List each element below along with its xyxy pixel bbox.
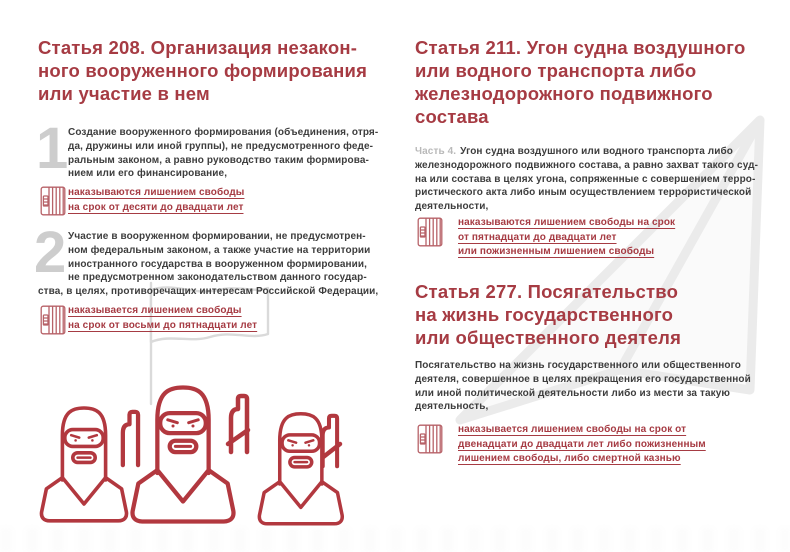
body-line: Участие в вооруженном формировании, не предусмотрен- bbox=[68, 231, 366, 242]
title-line: Статья 208. Организация незакон- bbox=[38, 37, 358, 58]
prison-bars-icon bbox=[40, 305, 66, 335]
article-277-title bbox=[415, 280, 681, 349]
body-line: или иной политической деятельности либо из мести за такую bbox=[415, 387, 731, 399]
masked-figure-left bbox=[41, 408, 126, 521]
body-line: ральным законом, а равно руководство таким формирова- bbox=[68, 154, 369, 166]
item-2-penalty bbox=[68, 304, 257, 333]
article-211-title bbox=[415, 36, 745, 128]
penalty-line: наказываются лишением свободы на срок bbox=[458, 217, 676, 228]
part-label: Часть 4. bbox=[415, 146, 457, 157]
raised-weapon-icon bbox=[231, 396, 247, 452]
title-line: или общественного деятеля bbox=[415, 327, 682, 348]
penalty-line: от пятнадцати до двадцати лет bbox=[458, 231, 617, 243]
body-line: ном федеральным законом, а также участие на территории bbox=[68, 244, 371, 256]
penalty-line: наказывается лишением свободы на срок от bbox=[458, 424, 687, 435]
body-line: иностранного государства в вооруженном формировании, bbox=[68, 258, 368, 270]
body-line: ства, в целях, противоречащих интересам Российской Федерации, bbox=[38, 286, 379, 297]
penalty-line: или пожизненным лишением свободы bbox=[458, 246, 655, 258]
body-line: да, дружины или иной группы), не предусмотренного феде- bbox=[68, 140, 374, 152]
article-211-text bbox=[415, 145, 758, 214]
item-1-text bbox=[68, 126, 378, 181]
body-line: деятельности, bbox=[415, 201, 489, 213]
title-line: Статья 277. Посягательство bbox=[415, 281, 679, 302]
penalty-line: на срок от десяти до двадцати лет bbox=[68, 201, 244, 213]
body-line: деятеля, совершенное в целях прекращения его государственной bbox=[415, 373, 751, 385]
masked-figure-center bbox=[133, 388, 234, 522]
penalty-line: наказывается лишением свободы bbox=[68, 305, 242, 316]
title-line: состава bbox=[415, 106, 489, 127]
body-line: деятельность, bbox=[415, 401, 489, 413]
masked-figures-illustration bbox=[32, 372, 352, 550]
article-277-penalty bbox=[458, 423, 706, 467]
title-line: железнодорожного подвижного bbox=[415, 83, 713, 104]
article-211-penalty bbox=[458, 216, 675, 260]
body-line-with-part bbox=[415, 145, 758, 159]
body-line: Создание вооруженного формирования (объединения, отря- bbox=[68, 127, 379, 138]
prison-bars-icon bbox=[417, 217, 443, 247]
title-line: Статья 211. Угон судна воздушного bbox=[415, 37, 746, 58]
penalty-line: на срок от восьми до пятнадцати лет bbox=[68, 319, 258, 331]
article-277-text bbox=[415, 359, 751, 414]
body-line: Посягательство на жизнь государственного или общественного bbox=[415, 360, 741, 371]
body-line-rest: Угон судна воздушного или водного транспорта либо bbox=[460, 146, 733, 157]
title-line: или водного транспорта либо bbox=[415, 60, 697, 81]
title-line: на жизнь государственного bbox=[415, 304, 674, 325]
title-line: ного вооруженного формирования bbox=[38, 60, 368, 81]
body-line: железнодорожного подвижного состава, а равно захват такого суд- bbox=[415, 159, 759, 171]
raised-weapon-icon bbox=[123, 412, 138, 465]
body-line: на или состава в целях угона, сопряженные с совершением терро- bbox=[415, 173, 756, 185]
item-2-text-wide bbox=[38, 285, 378, 299]
prison-bars-icon bbox=[417, 424, 443, 454]
raised-weapon-icon bbox=[323, 416, 337, 466]
penalty-line: лишением свободы, либо смертной казнью bbox=[458, 453, 681, 465]
prison-bars-icon bbox=[40, 186, 66, 216]
item-1-penalty bbox=[68, 186, 244, 215]
penalty-line: наказываются лишением свободы bbox=[68, 187, 245, 198]
article-208-title bbox=[38, 36, 367, 105]
item-1-number: 1 bbox=[36, 116, 69, 181]
penalty-line: двенадцати до двадцати лет либо пожизненным bbox=[458, 438, 706, 450]
body-line: не предусмотренном законодательством данного государ- bbox=[68, 272, 367, 284]
title-line: или участие в нем bbox=[38, 83, 210, 104]
blurred-watermark-strip bbox=[0, 528, 790, 552]
body-line: нием или его финансирование, bbox=[68, 168, 228, 180]
item-2-number: 2 bbox=[34, 220, 67, 285]
item-2-text bbox=[68, 230, 370, 285]
body-line: ристического акта либо иным осуществлением террористической bbox=[415, 187, 752, 199]
